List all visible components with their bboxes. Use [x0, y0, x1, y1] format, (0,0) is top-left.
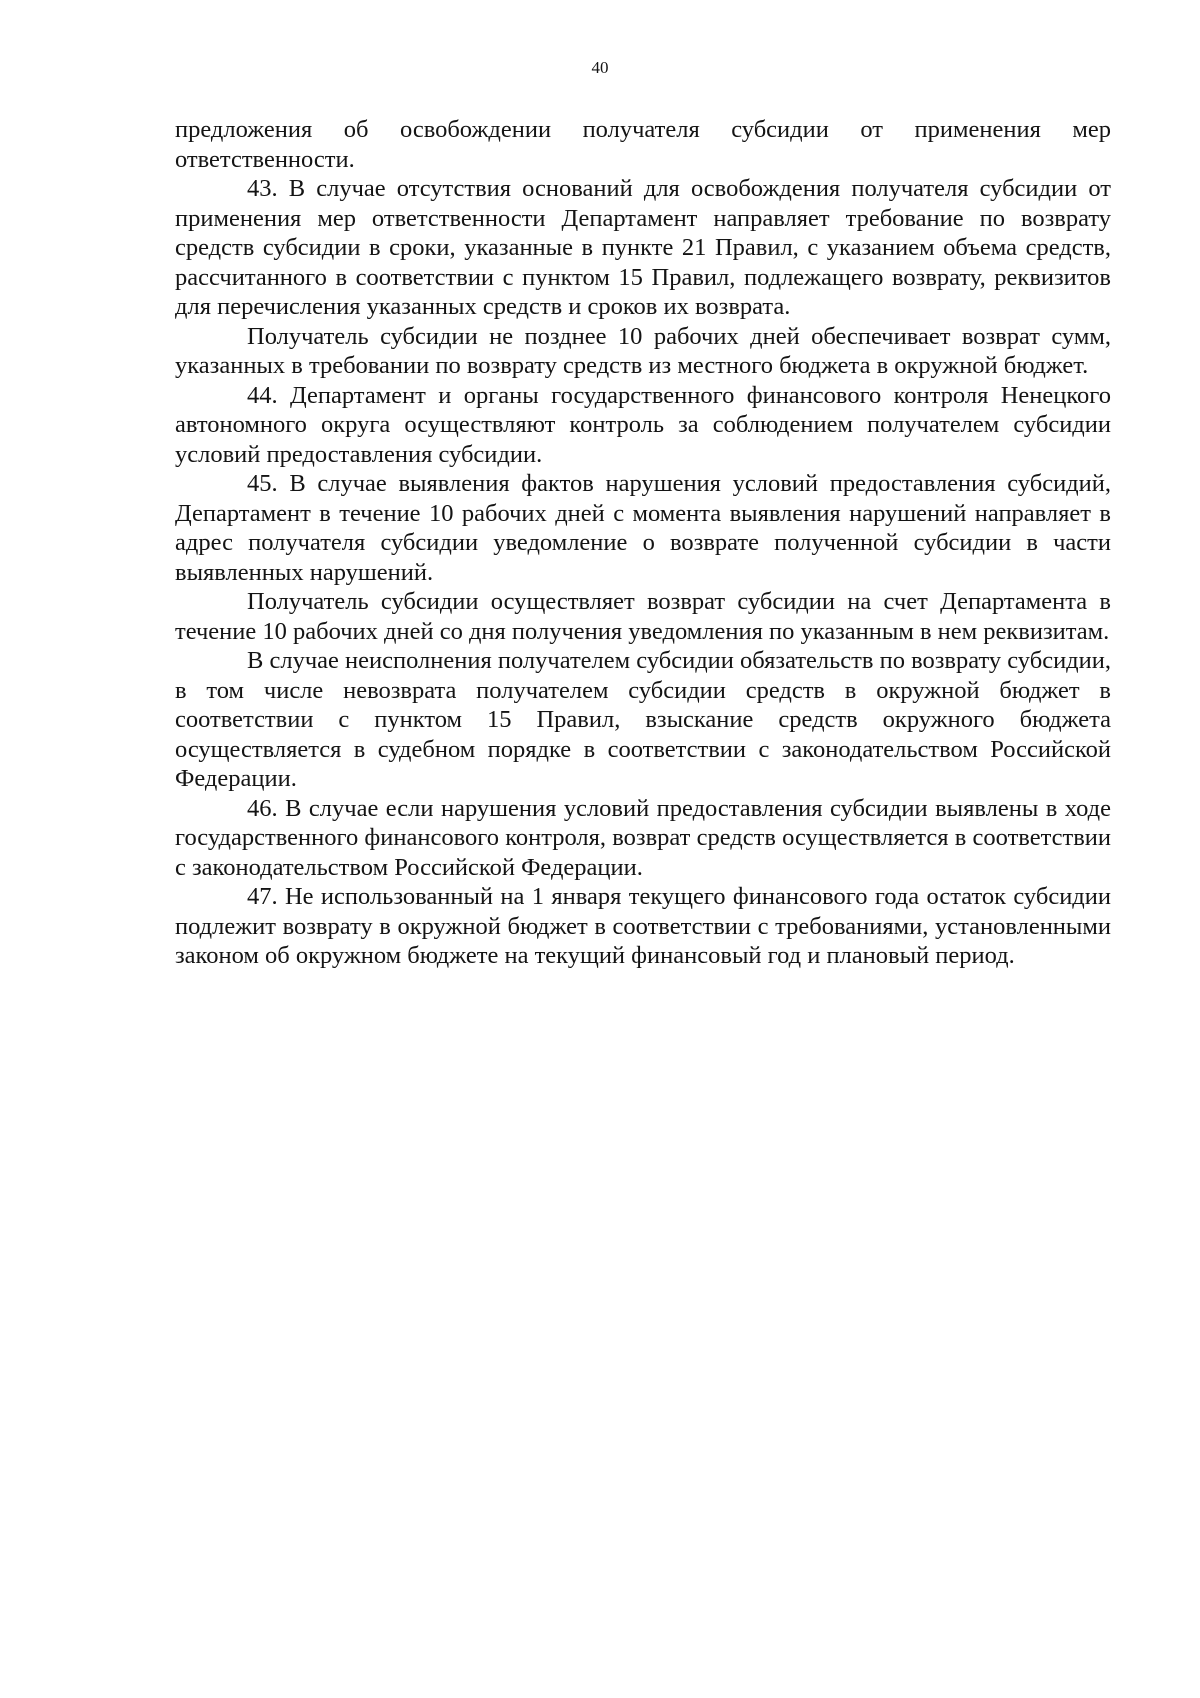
paragraph-item-47: 47. Не использованный на 1 января текущего финансового года остаток субсидии подлежит возврату в окружной бюджет в соответствии с требованиями, установленными законом об окружном бюджете на текущий финансовый год и плановый период.: [175, 883, 1111, 969]
paragraph-item-45: 45. В случае выявления фактов нарушения условий предоставления субсидий, Департамент в течение 10 рабочих дней с момента выявления нарушений направляет в адрес получателя субсидии уведомление о возврате полученной субсидии в части выявленных нарушений.: [175, 470, 1111, 586]
paragraph-45-court-recovery: В случае неисполнения получателем субсидии обязательств по возврату субсидии, в том числе невозврата получателем субсидии средств в окружной бюджет в соответствии с пунктом 15 Правил, взыскание средств окружного бюджета осуществляется в судебном порядке в соответствии с законодательством Российской Федерации.: [175, 647, 1111, 792]
paragraph-45-refund-account: Получатель субсидии осуществляет возврат субсидии на счет Департамента в течение 10 рабочих дней со дня получения уведомления по указанным в нем реквизитам.: [175, 588, 1111, 645]
paragraph-continuation: предложения об освобождении получателя субсидии от применения мер ответственности.: [175, 116, 1111, 173]
paragraph-item-44: 44. Департамент и органы государственного финансового контроля Ненецкого автономного округа осуществляют контроль за соблюдением получателем субсидии условий предоставления субсидии.: [175, 381, 1111, 468]
document-body: [175, 115, 1111, 971]
page-number: 40: [591, 58, 609, 77]
paragraph-item-46: 46. В случае если нарушения условий предоставления субсидии выявлены в ходе государственного финансового контроля, возврат средств осуществляется в соответствии с законодательством Российской Федерации.: [175, 794, 1111, 881]
paragraph-item-43: 43. В случае отсутствия оснований для освобождения получателя субсидии от применения мер ответственности Департамент направляет требование по возврату средств субсидии в сроки, указанные в пункте 21 Правил, с указанием объема средств, рассчитанного в соответствии с пунктом 15 Правил, подлежащего возврату, реквизитов для перечисления указанных средств и сроков их возврата.: [175, 175, 1111, 320]
paragraph-43-refund-deadline: Получатель субсидии не позднее 10 рабочих дней обеспечивает возврат сумм, указанных в требовании по возврату средств из местного бюджета в окружной бюджет.: [175, 322, 1111, 379]
